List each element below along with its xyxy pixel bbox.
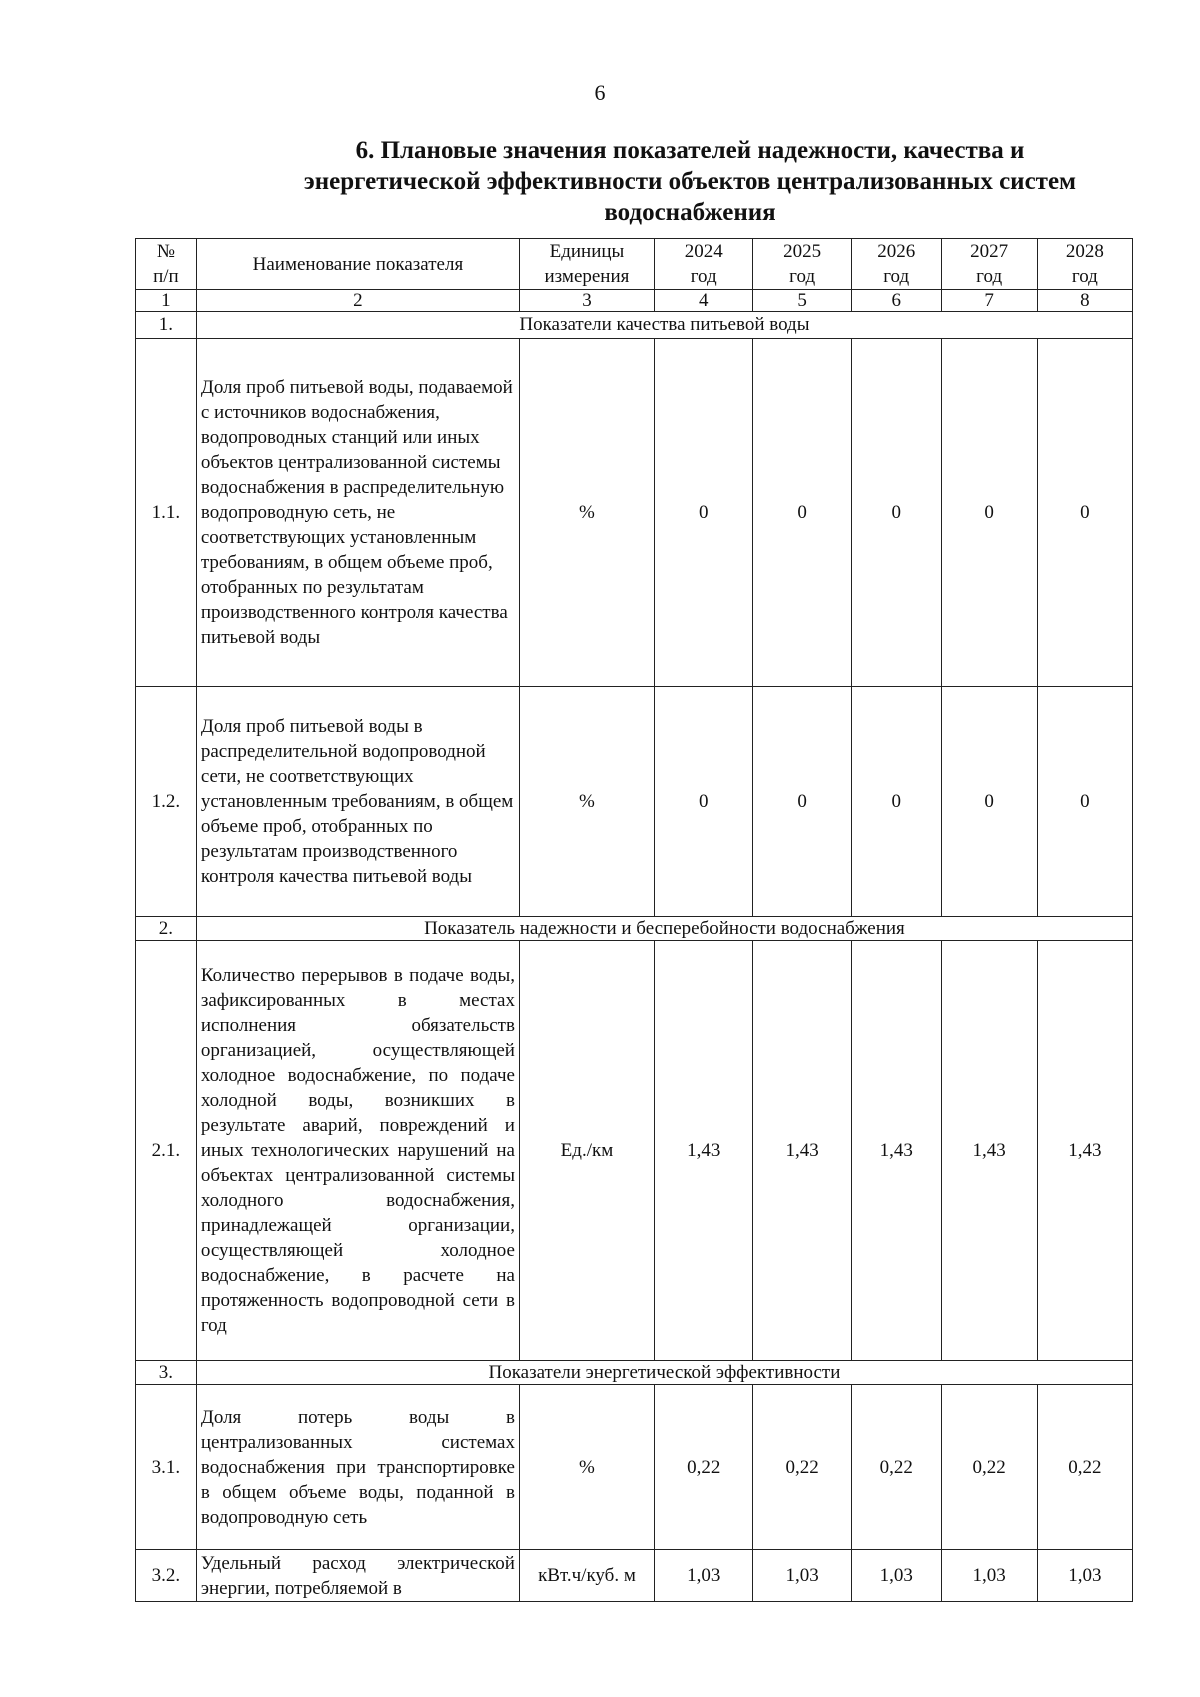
section-number: 3. [136, 1361, 197, 1385]
column-number: 2 [196, 290, 519, 312]
value-2025: 0 [753, 687, 851, 917]
unit-cell: % [519, 687, 654, 917]
section-title: Показатели качества питьевой воды [196, 312, 1132, 339]
value-2027: 0 [941, 339, 1037, 687]
header-num: № п/п [136, 239, 197, 290]
indicator-name: Удельный расход электрической энергии, потребляемой в [196, 1550, 519, 1602]
value-2027: 0 [941, 687, 1037, 917]
page-number: 6 [594, 80, 606, 105]
header-year-2028: 2028 год [1037, 239, 1132, 290]
value-2025: 1,03 [753, 1550, 851, 1602]
value-2026: 1,03 [851, 1550, 941, 1602]
document-title [240, 135, 1140, 228]
value-2028: 1,43 [1037, 941, 1132, 1361]
value-2025: 1,43 [753, 941, 851, 1361]
value-2027: 0,22 [941, 1385, 1037, 1550]
value-2024: 1,03 [654, 1550, 752, 1602]
header-year-2024: 2024 год [654, 239, 752, 290]
column-number: 7 [941, 290, 1037, 312]
header-units: Единицы измерения [519, 239, 654, 290]
row-number: 1.1. [136, 339, 197, 687]
value-2026: 0 [851, 339, 941, 687]
table-row-3-2 [136, 1550, 1133, 1602]
unit-cell: кВт.ч/куб. м [519, 1550, 654, 1602]
value-2026: 0 [851, 687, 941, 917]
table-row-2-1 [136, 941, 1133, 1361]
column-number: 1 [136, 290, 197, 312]
value-2027: 1,03 [941, 1550, 1037, 1602]
value-2028: 1,03 [1037, 1550, 1132, 1602]
column-numbers-row [136, 290, 1133, 312]
row-number: 2.1. [136, 941, 197, 1361]
section-row-2 [136, 917, 1133, 941]
table-row-3-1 [136, 1385, 1133, 1550]
row-number: 3.2. [136, 1550, 197, 1602]
value-2028: 0 [1037, 687, 1132, 917]
column-number: 3 [519, 290, 654, 312]
column-number: 6 [851, 290, 941, 312]
title-line-1: 6. Плановые значения показателей надежности, качества и [355, 137, 1025, 164]
unit-cell: Ед./км [519, 941, 654, 1361]
indicator-name: Количество перерывов в подаче воды, зафиксированных в местах исполнения обязательств организацией, осуществляющей холодное водоснабжение, по подаче холодной воды, возникших в результате аварий, повреждений и иных технологических нарушений на объектах централизованной системы холодного водоснабжения, принадлежащей организации, осуществляющей холодное водоснабжение, в расчете на протяженность водопроводной сети в год [196, 941, 519, 1361]
title-line-2: энергетической эффективности объектов централизованных систем [303, 168, 1077, 195]
header-year-2025: 2025 год [753, 239, 851, 290]
value-2026: 0,22 [851, 1385, 941, 1550]
title-line-3: водоснабжения [604, 199, 776, 226]
column-number: 4 [654, 290, 752, 312]
value-2025: 0,22 [753, 1385, 851, 1550]
value-2028: 0 [1037, 339, 1132, 687]
row-number: 3.1. [136, 1385, 197, 1550]
value-2024: 0 [654, 687, 752, 917]
header-year-2027: 2027 год [941, 239, 1037, 290]
indicator-name: Доля проб питьевой воды, подаваемой с источников водоснабжения, водопроводных станций или иных объектов централизованной системы водоснабжения в распределительную водопроводную сеть, не соответствующих установленным требованиям, в общем объеме проб, отобранных по результатам производственного контроля качества питьевой воды [196, 339, 519, 687]
column-number: 5 [753, 290, 851, 312]
value-2028: 0,22 [1037, 1385, 1132, 1550]
table-row-1-1 [136, 339, 1133, 687]
section-row-3 [136, 1361, 1133, 1385]
indicator-name: Доля проб питьевой воды в распределительной водопроводной сети, не соответствующих установленным требованиям, в общем объеме проб, отобранных по результатам производственного контроля качества питьевой воды [196, 687, 519, 917]
header-year-2026: 2026 год [851, 239, 941, 290]
indicator-name: Доля потерь воды в централизованных системах водоснабжения при транспортировке в общем объеме воды, поданной в водопроводную сеть [196, 1385, 519, 1550]
value-2025: 0 [753, 339, 851, 687]
value-2024: 0,22 [654, 1385, 752, 1550]
section-title: Показатели энергетической эффективности [196, 1361, 1132, 1385]
table-header-row [136, 239, 1133, 290]
unit-cell: % [519, 1385, 654, 1550]
column-number: 8 [1037, 290, 1132, 312]
section-row-1 [136, 312, 1133, 339]
header-name: Наименование показателя [196, 239, 519, 290]
row-number: 1.2. [136, 687, 197, 917]
value-2024: 1,43 [654, 941, 752, 1361]
section-number: 2. [136, 917, 197, 941]
value-2027: 1,43 [941, 941, 1037, 1361]
section-number: 1. [136, 312, 197, 339]
table-row-1-2 [136, 687, 1133, 917]
value-2024: 0 [654, 339, 752, 687]
indicators-table [135, 238, 1133, 1602]
section-title: Показатель надежности и бесперебойности водоснабжения [196, 917, 1132, 941]
value-2026: 1,43 [851, 941, 941, 1361]
unit-cell: % [519, 339, 654, 687]
